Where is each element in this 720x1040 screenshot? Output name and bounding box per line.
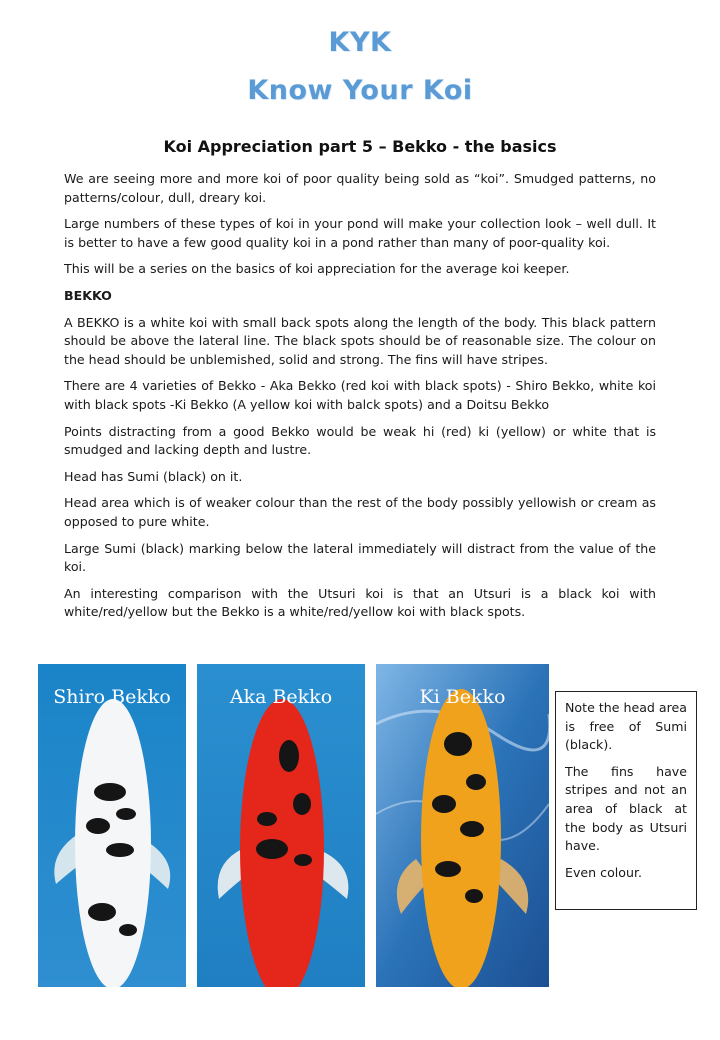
photo-label: Ki Bekko (419, 686, 506, 708)
paragraph-head-sumi: Head has Sumi (black) on it. (64, 468, 243, 484)
photo-label: Shiro Bekko (53, 686, 171, 708)
koi-illustration (38, 664, 186, 987)
sumi-spot (444, 732, 472, 756)
article-title: Koi Appreciation part 5 – Bekko - the basics (163, 137, 557, 156)
brand-title-short: KYK (328, 27, 392, 58)
photo-label: Aka Bekko (229, 686, 333, 708)
paragraph-head-colour: Head area which is of weaker colour than the rest of the body possibly yellowish or cream as opposed to pure white. (64, 495, 656, 529)
article-body (64, 170, 656, 630)
sumi-spot (294, 854, 312, 866)
sumi-spot (94, 783, 126, 801)
sumi-spot (279, 740, 299, 772)
note-fins: The fins have stripes and not an area of black at the body as Utsuri have. (565, 763, 687, 854)
sumi-spot (88, 903, 116, 921)
photo-aka-bekko (197, 664, 365, 987)
note-head-area: Note the head area is free of Sumi (black). (565, 700, 688, 753)
paragraph-series: This will be a series on the basics of koi appreciation for the average koi keeper. (64, 261, 570, 277)
photo-shiro-bekko (38, 664, 186, 987)
paragraph-definition: A BEKKO is a white koi with small back spots along the length of the body. This black pattern should be above the lateral line. The black spots should be of reasonable size. The colour on the head should be unblemished, solid and strong. The fins will have stripes. (64, 314, 656, 367)
brand-title-full: Know Your Koi (247, 75, 473, 106)
sumi-spot (460, 821, 484, 837)
paragraph-points: Points distracting from a good Bekko would be weak hi (red) ki (yellow) or white that is smudged and lacking depth and lustre. (64, 423, 656, 458)
sumi-spot (432, 795, 456, 813)
note-box (555, 691, 697, 910)
paragraph-utsuri: An interesting comparison with the Utsuri koi is that an Utsuri is a black koi with white/red/yellow but the Bekko is a white/red/yellow koi with black spots. (64, 585, 656, 620)
sumi-spot (293, 793, 311, 815)
sumi-spot (435, 861, 461, 877)
sumi-spot (119, 924, 137, 936)
sumi-spot (86, 818, 110, 834)
section-heading: BEKKO (64, 287, 112, 303)
sumi-spot (466, 774, 486, 790)
paragraph-intro: We are seeing more and more koi of poor quality being sold as “koi”. Smudged patterns, no patterns/colour, dull, dreary koi. (64, 171, 656, 205)
paragraph-varieties: There are 4 varieties of Bekko - Aka Bekko (red koi with black spots) - Shiro Bekko, white koi with black spots -Ki Bekko (A yellow koi with balck spots) and a Doitsu Bekko (64, 378, 656, 412)
photo-ki-bekko (376, 664, 549, 987)
paragraph-collection: Large numbers of these types of koi in your pond will make your collection look – well dull. It is better to have a few good quality koi in a pond rather than many of poor-quality koi. (64, 216, 656, 250)
paragraph-large-sumi: Large Sumi (black) marking below the lateral immediately will distract from the value of the koi. (64, 540, 656, 575)
koi-body (75, 699, 151, 987)
koi-illustration (376, 664, 549, 987)
sumi-spot (106, 843, 134, 857)
sumi-spot (116, 808, 136, 820)
sumi-spot (257, 812, 277, 826)
sumi-spot (465, 889, 483, 903)
koi-illustration (197, 664, 365, 987)
sumi-spot (256, 839, 288, 859)
note-even-colour: Even colour. (565, 864, 642, 880)
